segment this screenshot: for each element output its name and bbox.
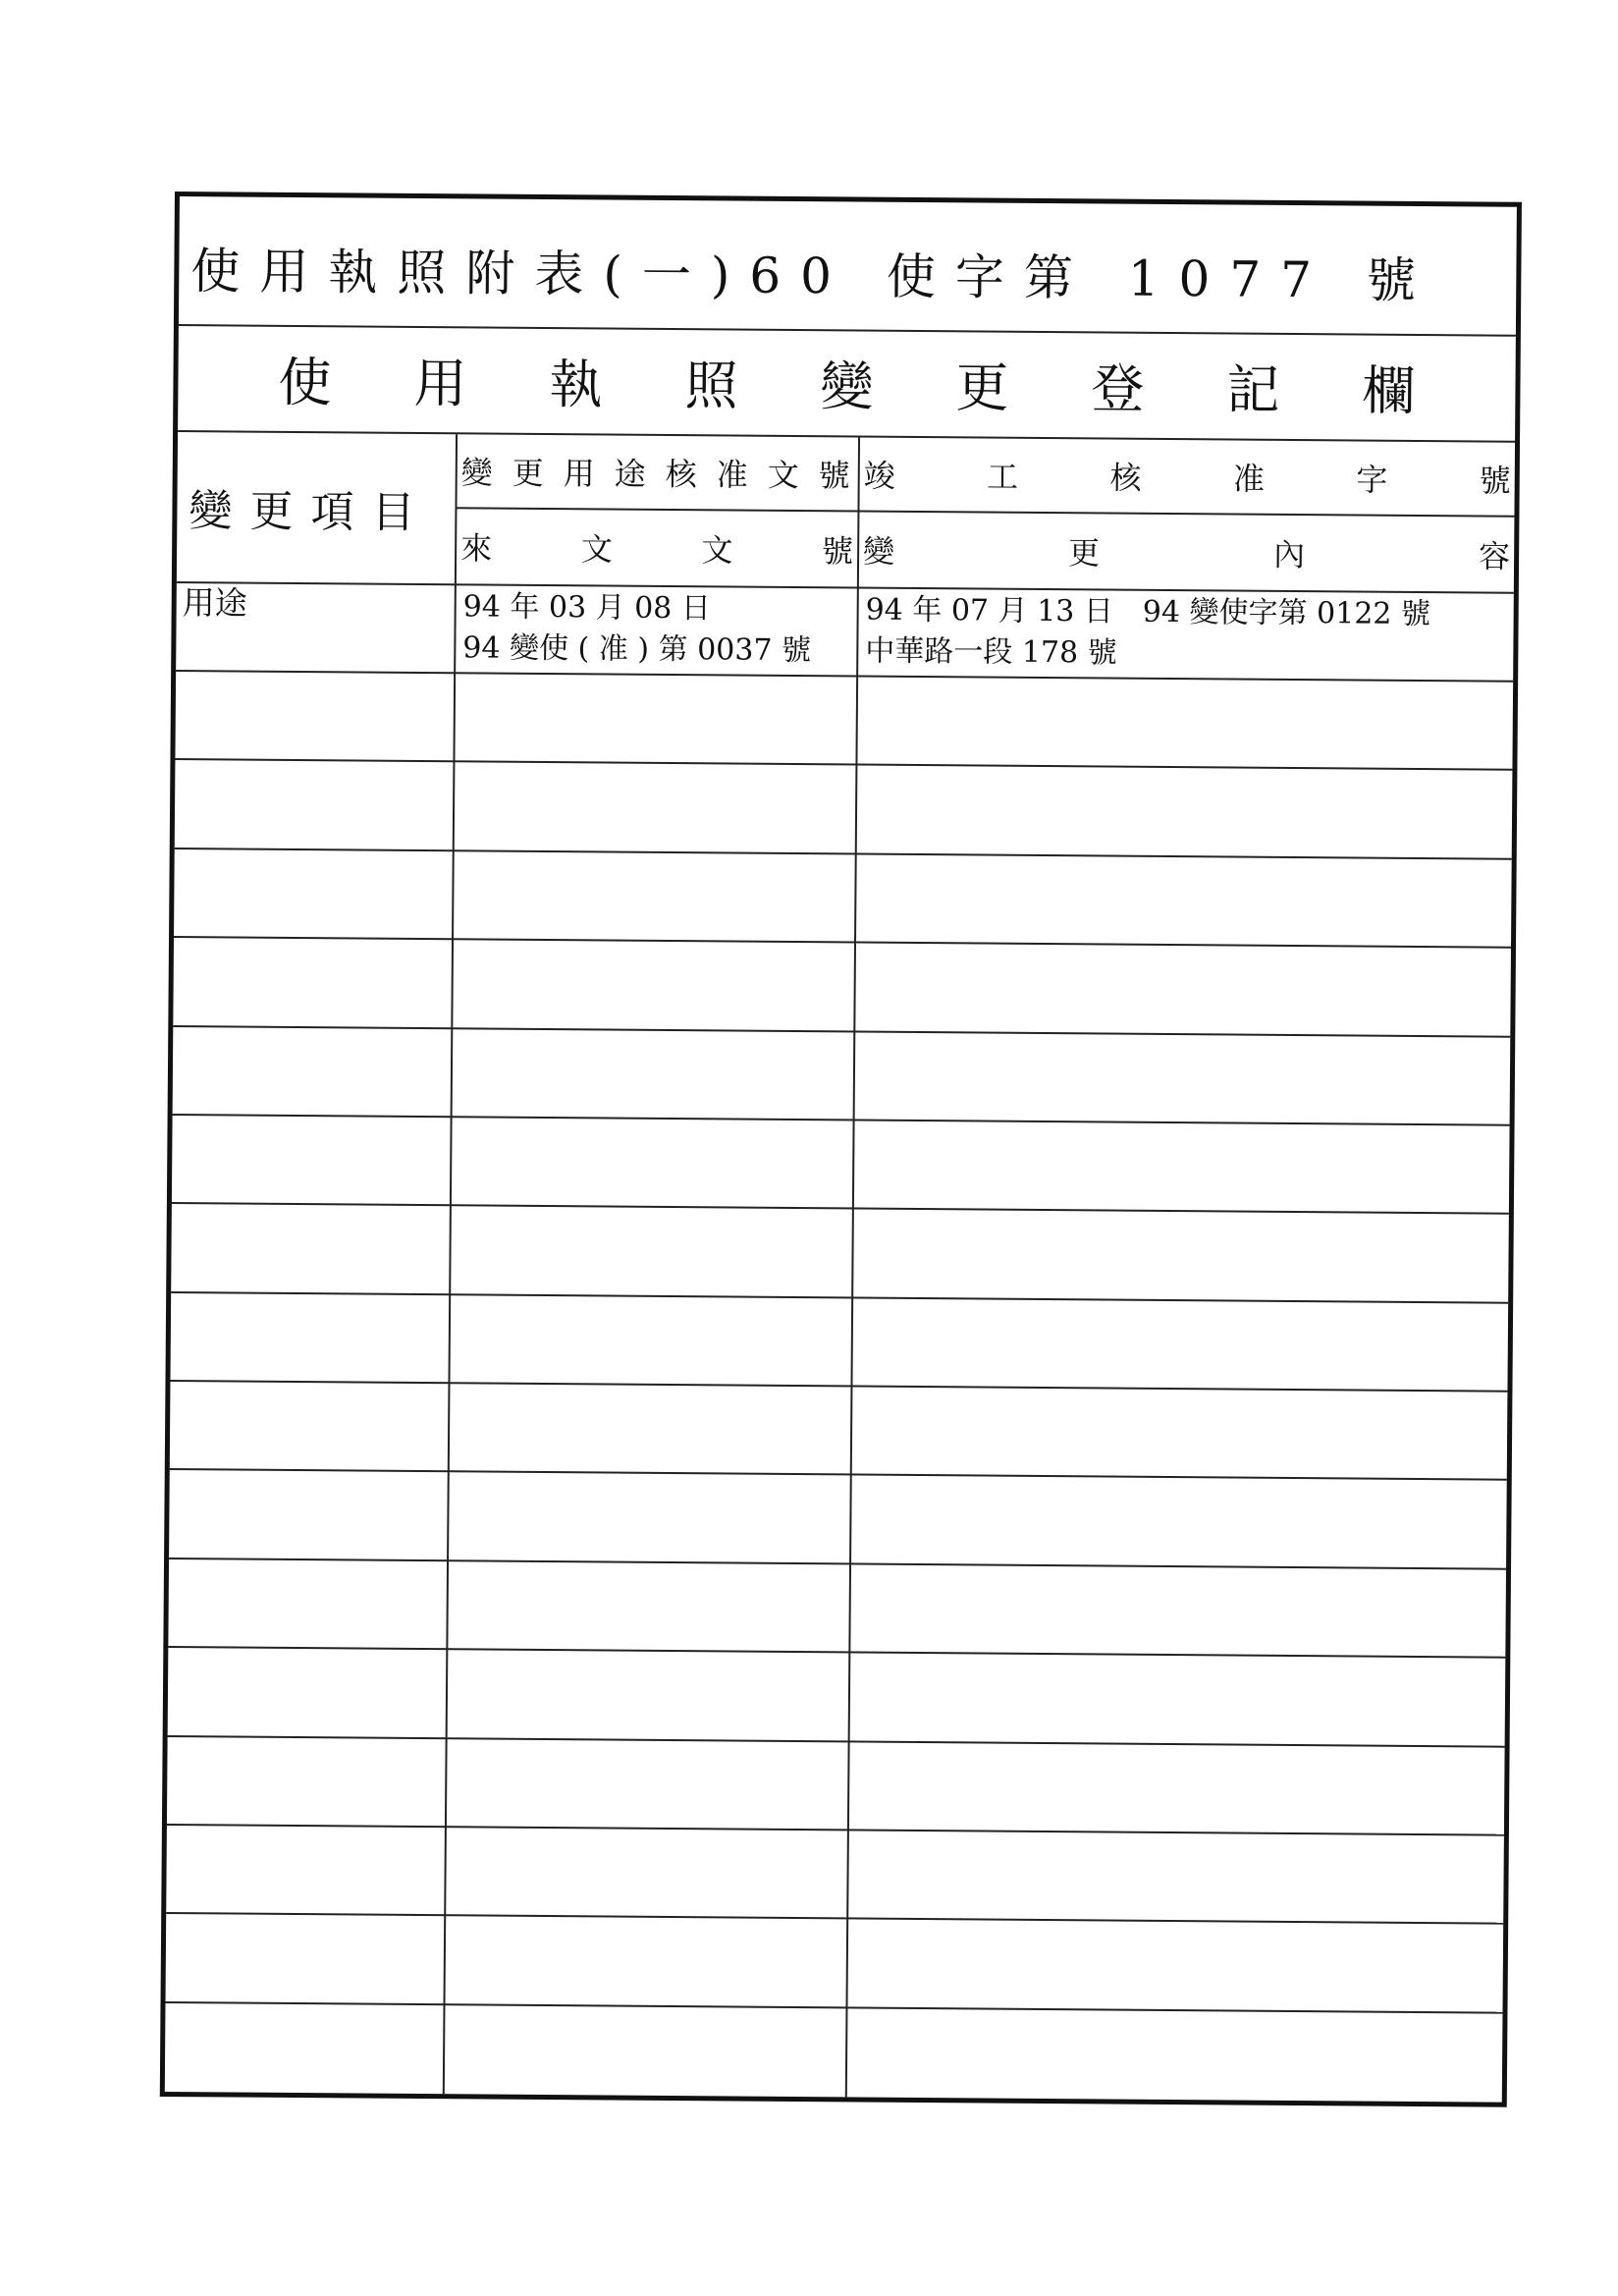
header-char: 途 [614, 455, 650, 493]
header-char: 容 [1478, 537, 1511, 575]
table-row-empty [167, 1736, 1505, 1835]
header-char: 字 [1356, 461, 1388, 499]
heading-char: 使 [278, 351, 332, 413]
table-row-empty [172, 1116, 1510, 1215]
header-char: 文 [580, 530, 613, 569]
table-row-empty [173, 938, 1511, 1037]
row-change-content: 中華路一段 178 號 [865, 633, 1117, 671]
table-row-empty [165, 2003, 1503, 2103]
heading-char: 用 [413, 352, 467, 414]
table-row-empty [166, 1914, 1504, 2013]
column-header-completion-approval-no [859, 437, 1515, 517]
column-header [177, 432, 1515, 594]
form-title: 使用執照附表(一)60 使字第 1077 號 [190, 243, 1436, 310]
column-header-incoming-doc-no [457, 509, 860, 586]
table-row-empty [175, 760, 1513, 859]
heading-char: 變 [820, 355, 874, 418]
table-row-empty [174, 849, 1512, 949]
header-char: 號 [1479, 462, 1511, 500]
row-approval-date: 94 年 03 月 08 日 [462, 589, 712, 627]
heading-char: 執 [549, 353, 603, 415]
table-row [176, 581, 1514, 683]
column-header-change-content [859, 512, 1515, 591]
table-row-empty [175, 672, 1513, 771]
heading-char: 欄 [1362, 359, 1416, 422]
table-row-empty [168, 1648, 1506, 1747]
table-row-empty [173, 1027, 1511, 1126]
header-char: 變 [862, 532, 895, 571]
heading-char: 更 [955, 355, 1009, 419]
header-char: 竣 [863, 457, 895, 495]
header-char: 更 [1067, 534, 1101, 573]
header-char: 准 [1232, 460, 1266, 498]
header-char: 號 [818, 457, 854, 495]
header-char: 文 [701, 531, 733, 570]
title-row [179, 196, 1517, 337]
row-item: 用途 [182, 583, 247, 623]
table-row-empty [166, 1826, 1504, 1925]
row-completion-info: 94 年 07 月 13 日 94 變使字第 0122 號 [865, 592, 1431, 632]
header-char: 核 [665, 455, 701, 494]
heading-char: 記 [1226, 357, 1280, 421]
table-row-empty [169, 1470, 1507, 1569]
column-header-approval-doc-no [457, 434, 860, 512]
table-row-empty [168, 1559, 1506, 1659]
header-char: 准 [716, 456, 752, 494]
change-registration-form [160, 191, 1522, 2107]
column-header-item: 變更項目 [177, 432, 458, 583]
heading-char: 照 [684, 354, 738, 417]
header-char: 文 [767, 456, 803, 495]
header-char: 變 [460, 454, 497, 492]
heading-row [178, 324, 1516, 443]
header-char: 號 [821, 532, 854, 571]
header-char: 用 [563, 455, 599, 493]
heading-char: 登 [1091, 356, 1145, 420]
table-row-empty [170, 1382, 1508, 1481]
header-char: 更 [512, 454, 548, 492]
row-approval-doc-no: 94 變使 ( 准 ) 第 0037 號 [462, 630, 812, 669]
table-row-empty [170, 1293, 1508, 1393]
table-body [165, 581, 1514, 2103]
table-row-empty [171, 1204, 1509, 1303]
header-char: 內 [1272, 535, 1306, 574]
header-char: 工 [986, 458, 1019, 496]
header-char: 來 [460, 529, 493, 568]
header-char: 核 [1109, 459, 1142, 497]
